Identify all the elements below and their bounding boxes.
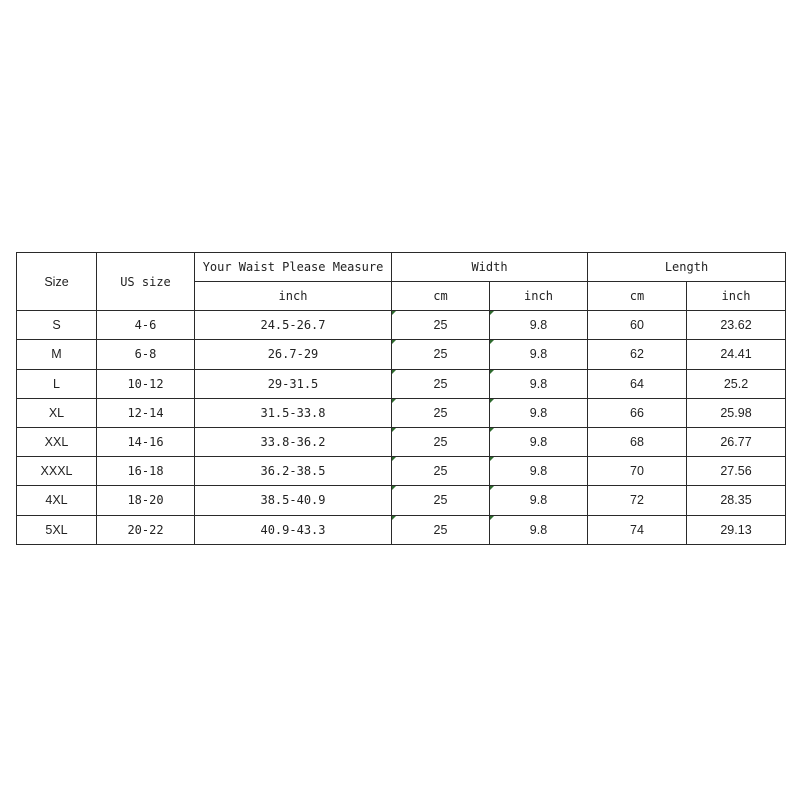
cell-length-cm: 62	[588, 340, 687, 369]
cell-length-inch: 29.13	[687, 515, 786, 544]
cell-us-size: 6-8	[97, 340, 195, 369]
cell-us-size: 4-6	[97, 311, 195, 340]
cell-width-cm: 25	[392, 457, 490, 486]
cell-waist-inch: 38.5-40.9	[195, 486, 392, 515]
table-row	[17, 340, 786, 369]
cell-length-inch: 25.98	[687, 398, 786, 427]
subheader-width-cm: cm	[392, 282, 490, 311]
cell-width-inch: 9.8	[490, 457, 588, 486]
subheader-width-inch: inch	[490, 282, 588, 311]
cell-size: 5XL	[17, 515, 97, 544]
cell-width-inch: 9.8	[490, 340, 588, 369]
cell-length-cm: 74	[588, 515, 687, 544]
cell-length-cm: 64	[588, 369, 687, 398]
cell-width-cm: 25	[392, 369, 490, 398]
cell-width-cm: 25	[392, 311, 490, 340]
cell-length-inch: 26.77	[687, 427, 786, 456]
cell-width-inch: 9.8	[490, 369, 588, 398]
header-width: Width	[392, 253, 588, 282]
cell-waist-inch: 36.2-38.5	[195, 457, 392, 486]
cell-length-inch: 23.62	[687, 311, 786, 340]
table-row	[17, 457, 786, 486]
table-row	[17, 398, 786, 427]
cell-width-inch: 9.8	[490, 515, 588, 544]
cell-width-inch: 9.8	[490, 486, 588, 515]
cell-size: L	[17, 369, 97, 398]
table-row	[17, 369, 786, 398]
cell-size: 4XL	[17, 486, 97, 515]
cell-waist-inch: 31.5-33.8	[195, 398, 392, 427]
subheader-length-inch: inch	[687, 282, 786, 311]
cell-length-inch: 28.35	[687, 486, 786, 515]
cell-size: XXL	[17, 427, 97, 456]
cell-length-cm: 70	[588, 457, 687, 486]
cell-waist-inch: 40.9-43.3	[195, 515, 392, 544]
table-row	[17, 515, 786, 544]
cell-us-size: 18-20	[97, 486, 195, 515]
cell-us-size: 16-18	[97, 457, 195, 486]
size-chart-table	[16, 252, 786, 545]
cell-width-inch: 9.8	[490, 398, 588, 427]
cell-us-size: 14-16	[97, 427, 195, 456]
table-row	[17, 427, 786, 456]
table-row	[17, 311, 786, 340]
cell-waist-inch: 33.8-36.2	[195, 427, 392, 456]
cell-length-inch: 25.2	[687, 369, 786, 398]
cell-width-cm: 25	[392, 486, 490, 515]
cell-us-size: 10-12	[97, 369, 195, 398]
header-length: Length	[588, 253, 786, 282]
cell-us-size: 20-22	[97, 515, 195, 544]
cell-us-size: 12-14	[97, 398, 195, 427]
cell-width-cm: 25	[392, 340, 490, 369]
cell-width-cm: 25	[392, 398, 490, 427]
header-waist: Your Waist Please Measure	[195, 253, 392, 282]
subheader-waist-inch: inch	[195, 282, 392, 311]
cell-waist-inch: 26.7-29	[195, 340, 392, 369]
cell-width-cm: 25	[392, 427, 490, 456]
cell-waist-inch: 29-31.5	[195, 369, 392, 398]
cell-length-cm: 68	[588, 427, 687, 456]
header-row	[17, 253, 786, 282]
cell-size: S	[17, 311, 97, 340]
cell-length-inch: 24.41	[687, 340, 786, 369]
cell-size: XL	[17, 398, 97, 427]
cell-length-inch: 27.56	[687, 457, 786, 486]
cell-width-cm: 25	[392, 515, 490, 544]
cell-length-cm: 60	[588, 311, 687, 340]
cell-width-inch: 9.8	[490, 427, 588, 456]
table-row	[17, 486, 786, 515]
cell-size: XXXL	[17, 457, 97, 486]
cell-length-cm: 72	[588, 486, 687, 515]
subheader-length-cm: cm	[588, 282, 687, 311]
cell-size: M	[17, 340, 97, 369]
cell-waist-inch: 24.5-26.7	[195, 311, 392, 340]
header-us-size: US size	[97, 253, 195, 311]
cell-length-cm: 66	[588, 398, 687, 427]
cell-width-inch: 9.8	[490, 311, 588, 340]
header-size: Size	[17, 253, 97, 311]
